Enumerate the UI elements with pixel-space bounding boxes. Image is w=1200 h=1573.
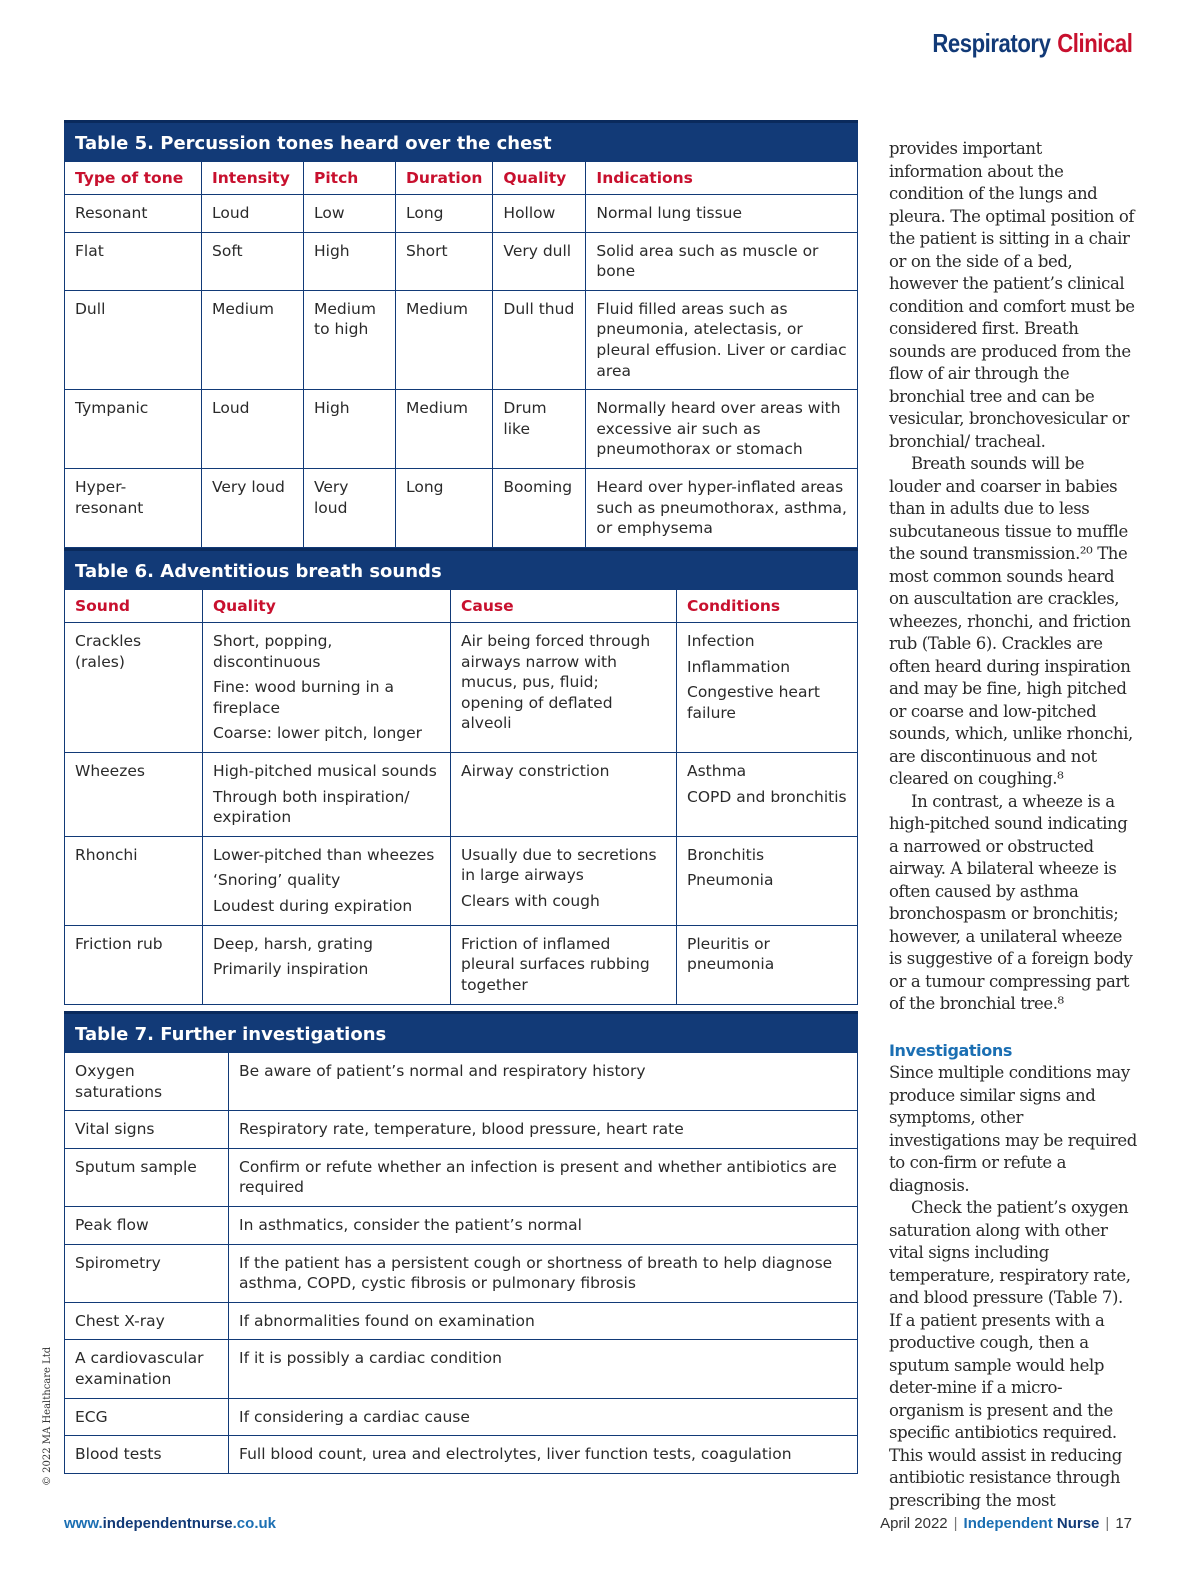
table-cell: Tympanic [65, 390, 202, 469]
cell-line: Lower-pitched than wheezes [213, 845, 435, 864]
table-row [65, 232, 858, 290]
table-cell: Be aware of patient’s normal and respiratory history [229, 1053, 858, 1111]
table-header-row [65, 590, 858, 623]
table-cell: If the patient has a persistent cough or shortness of breath to help diagnose asthma, COPD, cystic fibrosis or pulmonary fibrosis [229, 1244, 858, 1302]
table-cell: Normally heard over areas with excessive air such as pneumothorax or stomach [586, 390, 858, 469]
column-header: Quality [493, 162, 586, 195]
footer-issue-info [880, 1515, 1132, 1532]
cell-line: Congestive heart failure [687, 683, 820, 722]
cell-line: Coarse: lower pitch, longer [213, 724, 423, 743]
footer-separator: | [1105, 1515, 1110, 1532]
cell-line: Friction of inflamed pleural surfaces rubbing together [461, 934, 650, 994]
url-brand: independentnurse [102, 1515, 233, 1532]
table-cell: Loud [202, 390, 304, 469]
table-cell [451, 753, 677, 837]
table-cell: Peak flow [65, 1207, 229, 1245]
cell-line: Clears with cough [461, 892, 600, 911]
table-further-investigations [64, 1011, 858, 1474]
cell-line: Loudest during expiration [213, 897, 413, 916]
cell-line: ‘Snoring’ quality [213, 871, 341, 890]
table-cell: Hyper-resonant [65, 469, 202, 548]
table-row [65, 1302, 858, 1340]
table-row [65, 390, 858, 469]
table-row [65, 1436, 858, 1474]
table-cell [203, 623, 451, 753]
table-cell [677, 753, 858, 837]
table-title: Table 6. Adventitious breath sounds [64, 548, 858, 589]
body-paragraph: Breath sounds will be louder and coarser in babies than in adults due to less subcutaneous tissue to muffle the sound transmission.²⁰ The most common sounds heard on auscultation are crackles, wheezes, rhonchi, and friction rub (Table 6). Crackles are often heard during inspiration and may be fine, high pitched or coarse and low-pitched sounds, which, unlike rhonchi, are discontinuous and not cleared on coughing.⁸ [889, 454, 1133, 788]
table-row [65, 925, 858, 1004]
table-cell [451, 925, 677, 1004]
table-cell: Dull thud [493, 290, 586, 389]
table-cell: Respiratory rate, temperature, blood pressure, heart rate [229, 1111, 858, 1149]
table-row [65, 290, 858, 389]
table-cell [203, 925, 451, 1004]
table-cell: Crackles (rales) [65, 623, 203, 753]
table-cell [451, 836, 677, 925]
table-cell: Full blood count, urea and electrolytes, liver function tests, coagulation [229, 1436, 858, 1474]
column-header: Cause [451, 590, 677, 623]
table-body [65, 623, 858, 1005]
table-cell: Loud [202, 195, 304, 233]
table-cell [677, 623, 858, 753]
table-cell: Booming [493, 469, 586, 548]
table-cell: Hollow [493, 195, 586, 233]
table-cell: If it is possibly a cardiac condition [229, 1340, 858, 1398]
cell-line: High-pitched musical sounds [213, 762, 437, 781]
magazine-name-part: Nurse [1056, 1515, 1100, 1532]
table-cell: Sputum sample [65, 1148, 229, 1206]
cell-line: Pleuritis or pneumonia [687, 934, 775, 974]
section-heading: Investigations [889, 1040, 1012, 1060]
table-cell: Medium to high [304, 290, 396, 389]
table-cell [203, 753, 451, 837]
column-header: Intensity [202, 162, 304, 195]
body-paragraph: provides important information about the condition of the lungs and pleura. The optimal position of the patient is sitting in a chair or on the side of a bed, however the patient’s clinical condition and comfort must be considered first. Breath sounds are produced from the flow of air through the bronchial tree and can be vesicular, bronchovesicular or bronchial/ tracheal. [889, 139, 1135, 451]
table-row [65, 195, 858, 233]
table-cell: Short [396, 232, 493, 290]
table-cell: Low [304, 195, 396, 233]
table-row [65, 1340, 858, 1398]
section-title: Respiratory [931, 28, 1050, 58]
table-cell: Solid area such as muscle or bone [586, 232, 858, 290]
cell-line: Bronchitis [687, 845, 765, 864]
table-cell: Confirm or refute whether an infection is present and whether antibiotics are required [229, 1148, 858, 1206]
table-cell: Oxygen saturations [65, 1053, 229, 1111]
column-header: Type of tone [65, 162, 202, 195]
magazine-name [964, 1515, 1100, 1532]
table-row [65, 1207, 858, 1245]
table-body [65, 195, 858, 548]
page-number: 17 [1115, 1515, 1132, 1532]
table-cell: High [304, 232, 396, 290]
table-cell: Spirometry [65, 1244, 229, 1302]
body-paragraph: In contrast, a wheeze is a high-pitched sound indicating a narrowed or obstructed airway. A bilateral wheeze is often caused by asthma bronchospasm or bronchitis; however, a unilateral wheeze is suggestive of a foreign body or a tumour compressing part of the bronchial tree.⁸ [889, 791, 1133, 1013]
table-row [65, 1148, 858, 1206]
table-cell [451, 623, 677, 753]
table-cell: Chest X-ray [65, 1302, 229, 1340]
table-cell [677, 836, 858, 925]
column-header: Conditions [677, 590, 858, 623]
body-paragraph: Check the patient’s oxygen saturation along with other vital signs including temperature, respiratory rate, and blood pressure (Table 7). If a patient presents with a productive cough, then a sputum sample would help deter-mine if a micro-organism is present and the specific antibiotics required. This would assist in reducing antibiotic resistance through prescribing the most [889, 1198, 1131, 1510]
subsection-title: Clinical [1056, 28, 1132, 58]
cell-line: Short, popping, discontinuous [213, 632, 333, 671]
table-cell: Resonant [65, 195, 202, 233]
table-cell: Medium [396, 390, 493, 469]
table-row [65, 1053, 858, 1111]
cell-line: Primarily inspiration [213, 960, 369, 979]
table-cell: Medium [202, 290, 304, 389]
table-cell: Very dull [493, 232, 586, 290]
table-cell: If considering a cardiac cause [229, 1398, 858, 1436]
table-cell: Rhonchi [65, 836, 203, 925]
table-cell: Soft [202, 232, 304, 290]
column-header: Pitch [304, 162, 396, 195]
cell-line: Usually due to secretions in large airways [461, 845, 657, 885]
body-paragraph: Since multiple conditions may produce similar signs and symptoms, other investigations may be required to con-firm or refute a diagnosis. [889, 1063, 1137, 1195]
cell-line: COPD and bronchitis [687, 787, 847, 806]
copyright-notice: © 2022 MA Healthcare Ltd [42, 1346, 53, 1486]
cell-line: Pneumonia [687, 871, 774, 890]
table-title: Table 5. Percussion tones heard over the chest [64, 120, 858, 161]
cell-line: Infection [687, 632, 755, 650]
table-cell: Very loud [304, 469, 396, 548]
table-row [65, 1244, 858, 1302]
table-cell: Long [396, 469, 493, 548]
table-cell: Drum like [493, 390, 586, 469]
table-cell: Dull [65, 290, 202, 389]
table-cell: ECG [65, 1398, 229, 1436]
table-cell: Flat [65, 232, 202, 290]
table-cell: Long [396, 195, 493, 233]
cell-line: Through both inspiration/ expiration [213, 787, 410, 827]
table-row [65, 753, 858, 837]
column-header: Duration [396, 162, 493, 195]
table-title: Table 7. Further investigations [64, 1011, 858, 1052]
table-breath-sounds [64, 548, 858, 1005]
table-cell: In asthmatics, consider the patient’s normal [229, 1207, 858, 1245]
footer-separator: | [953, 1515, 958, 1532]
table-cell: A cardiovascular examination [65, 1340, 229, 1398]
footer-website-link[interactable] [64, 1515, 276, 1532]
article-body [889, 138, 1137, 1512]
table-header-row [65, 162, 858, 195]
table-cell [677, 925, 858, 1004]
table-cell: Friction rub [65, 925, 203, 1004]
issue-date: April 2022 [880, 1515, 948, 1532]
table-percussion-tones [64, 120, 858, 548]
table-row [65, 469, 858, 548]
table-cell: Very loud [202, 469, 304, 548]
cell-line: Fine: wood burning in a fireplace [213, 678, 395, 717]
table-row [65, 1398, 858, 1436]
cell-line: Airway constriction [461, 762, 610, 781]
table-cell: High [304, 390, 396, 469]
cell-line: Deep, harsh, grating [213, 934, 373, 953]
table-cell: Medium [396, 290, 493, 389]
table-cell: Fluid filled areas such as pneumonia, atelectasis, or pleural effusion. Liver or cardiac area [586, 290, 858, 389]
table-row [65, 836, 858, 925]
magazine-name-part: Independent [963, 1515, 1053, 1532]
cell-line: Asthma [687, 762, 747, 781]
table-cell: Normal lung tissue [586, 195, 858, 233]
url-prefix: www. [64, 1515, 103, 1532]
table-row [65, 623, 858, 753]
cell-line: Air being forced through airways narrow with mucus, pus, fluid; opening of deflated alveoli [461, 632, 651, 733]
table-cell: Blood tests [65, 1436, 229, 1474]
table-cell [203, 836, 451, 925]
column-header: Indications [586, 162, 858, 195]
url-suffix: .co.uk [232, 1515, 276, 1532]
table-row [65, 1111, 858, 1149]
table-cell: Vital signs [65, 1111, 229, 1149]
table-body [65, 1053, 858, 1474]
cell-line: Inflammation [687, 657, 791, 676]
table-cell: Heard over hyper-inflated areas such as pneumothorax, asthma, or emphysema [586, 469, 858, 548]
section-header [932, 28, 1132, 59]
table-cell: If abnormalities found on examination [229, 1302, 858, 1340]
column-header: Quality [203, 590, 451, 623]
table-cell: Wheezes [65, 753, 203, 837]
column-header: Sound [65, 590, 203, 623]
